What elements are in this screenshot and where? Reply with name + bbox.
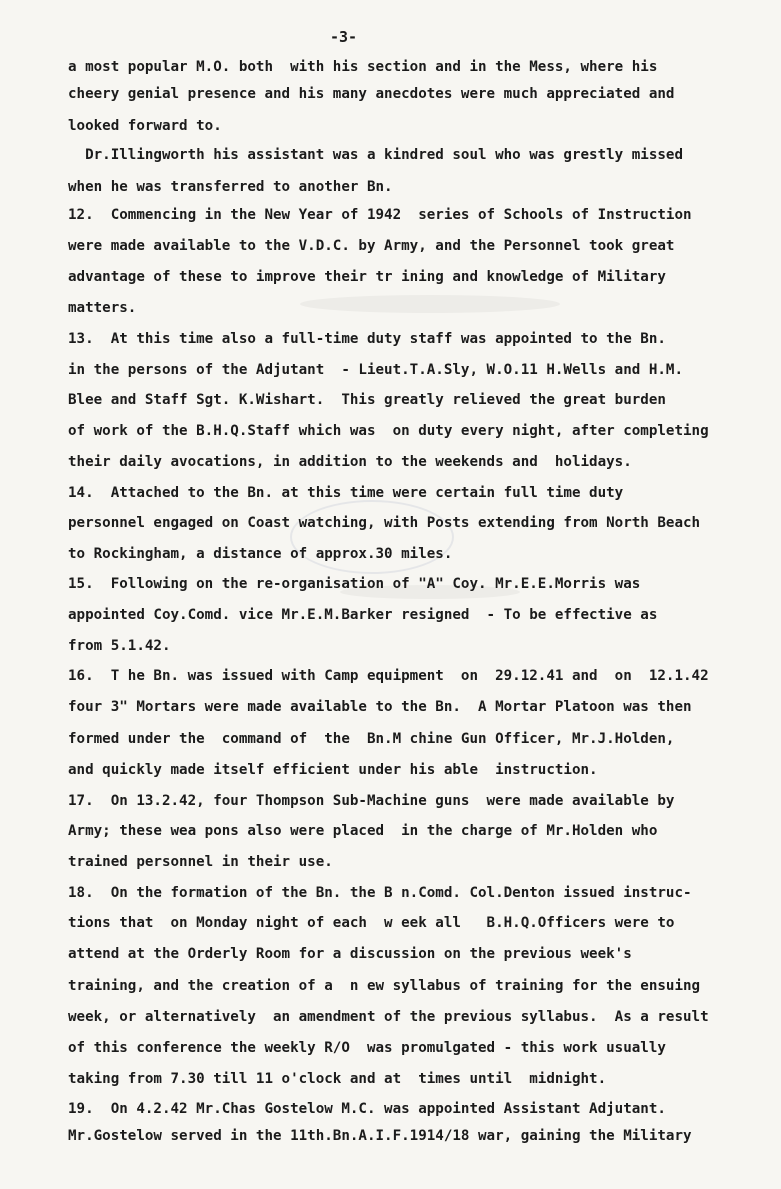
text-line: Dr.Illingworth his assistant was a kindred soul who was grestly missed — [68, 147, 683, 163]
text-line: when he was transferred to another Bn. — [68, 179, 393, 195]
text-line: to Rockingham, a distance of approx.30 miles. — [68, 546, 453, 562]
text-line: Blee and Staff Sgt. K.Wishart. This greatly relieved the great burden — [68, 392, 666, 408]
page-number: -3- — [330, 28, 358, 46]
text-line: 17. On 13.2.42, four Thompson Sub-Machine guns were made available by — [68, 793, 675, 809]
text-line: 14. Attached to the Bn. at this time were certain full time duty — [68, 485, 624, 501]
text-line: were made available to the V.D.C. by Army, and the Personnel took great — [68, 238, 675, 254]
text-line: week, or alternatively an amendment of the previous syllabus. As a result — [68, 1009, 709, 1025]
text-line: from 5.1.42. — [68, 638, 171, 654]
text-line: advantage of these to improve their tr ining and knowledge of Military — [68, 269, 666, 285]
text-line: looked forward to. — [68, 118, 222, 134]
text-line: training, and the creation of a n ew syllabus of training for the ensuing — [68, 978, 701, 994]
text-line: of work of the B.H.Q.Staff which was on duty every night, after completing — [68, 423, 709, 439]
text-line: attend at the Orderly Room for a discussion on the previous week's — [68, 946, 632, 962]
text-line: formed under the command of the Bn.M chine Gun Officer, Mr.J.Holden, — [68, 731, 675, 747]
text-line: matters. — [68, 300, 137, 316]
paper-smudge — [300, 295, 560, 313]
text-line: personnel engaged on Coast watching, with Posts extending from North Beach — [68, 515, 701, 531]
text-line: of this conference the weekly R/O was promulgated - this work usually — [68, 1040, 666, 1056]
text-line: appointed Coy.Comd. vice Mr.E.M.Barker resigned - To be effective as — [68, 607, 658, 623]
text-line: four 3" Mortars were made available to the Bn. A Mortar Platoon was then — [68, 699, 692, 715]
text-line: 15. Following on the re-organisation of "A" Coy. Mr.E.E.Morris was — [68, 576, 641, 592]
text-line: their daily avocations, in addition to the weekends and holidays. — [68, 454, 632, 470]
text-line: tions that on Monday night of each w eek all B.H.Q.Officers were to — [68, 915, 675, 931]
text-line: taking from 7.30 till 11 o'clock and at times until midnight. — [68, 1071, 607, 1087]
text-line: 13. At this time also a full-time duty staff was appointed to the Bn. — [68, 331, 666, 347]
text-line: 12. Commencing in the New Year of 1942 series of Schools of Instruction — [68, 207, 692, 223]
text-line: 18. On the formation of the Bn. the B n.Comd. Col.Denton issued instruc- — [68, 885, 692, 901]
text-line: and quickly made itself efficient under his able instruction. — [68, 762, 598, 778]
text-line: trained personnel in their use. — [68, 854, 333, 870]
text-line: in the persons of the Adjutant - Lieut.T.A.Sly, W.O.11 H.Wells and H.M. — [68, 362, 683, 378]
text-line: 16. T he Bn. was issued with Camp equipment on 29.12.41 and on 12.1.42 — [68, 668, 709, 684]
text-line: cheery genial presence and his many anecdotes were much appreciated and — [68, 86, 675, 102]
text-line: Army; these wea pons also were placed in the charge of Mr.Holden who — [68, 823, 658, 839]
text-line: Mr.Gostelow served in the 11th.Bn.A.I.F.1914/18 war, gaining the Military — [68, 1128, 692, 1144]
text-line: 19. On 4.2.42 Mr.Chas Gostelow M.C. was appointed Assistant Adjutant. — [68, 1101, 666, 1117]
text-line: a most popular M.O. both with his section and in the Mess, where his — [68, 59, 658, 75]
